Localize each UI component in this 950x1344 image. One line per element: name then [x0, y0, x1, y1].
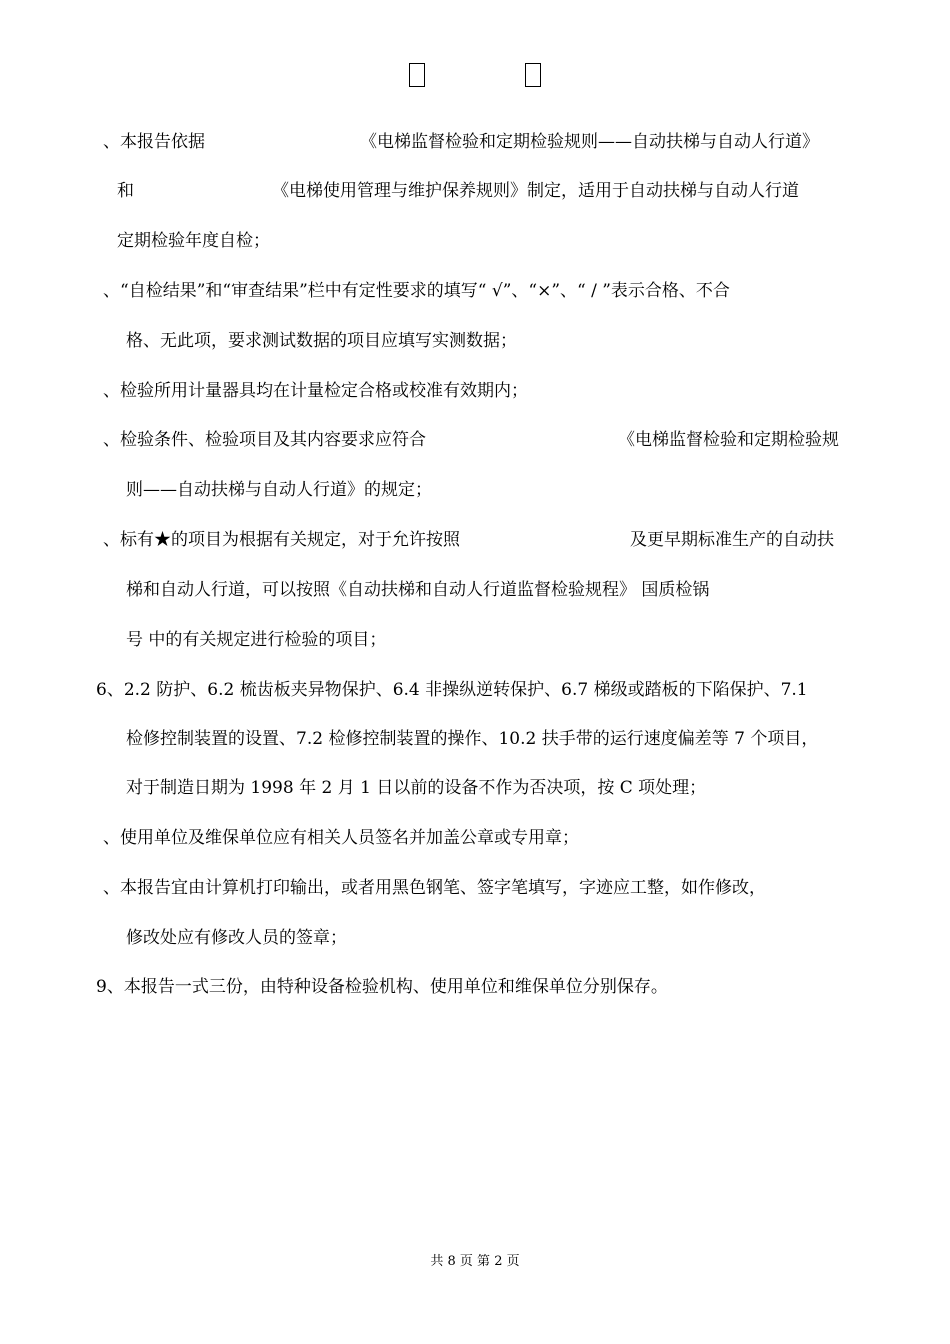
note-line-4: 、“自检结果”和“审查结果”栏中有定性要求的填写“ √”、“×”、“ / ”表示合格、不合 [103, 281, 730, 301]
note-line-17: 修改处应有修改人员的签章； [126, 928, 347, 948]
note-line-8: 则——自动扶梯与自动人行道》的规定； [126, 480, 432, 500]
note-line-16: 、本报告宜由计算机打印输出，或者用黑色钢笔、签字笔填写，字迹应工整，如作修改， [103, 878, 766, 898]
note-line-15: 、使用单位及维保单位应有相关人员签名并加盖公章或专用章； [103, 828, 579, 848]
title-glyph-box [409, 63, 425, 87]
note-line-6: 、检验所用计量器具均在计量检定合格或校准有效期内； [103, 381, 528, 401]
note-line-3: 定期检验年度自检； [117, 231, 270, 251]
page-footer: 共 8 页 第 2 页 [430, 1254, 520, 1269]
note-line-13: 检修控制装置的设置、7.2 检修控制装置的操作、10.2 扶手带的运行速度偏差等 7 个项目， [126, 729, 819, 749]
note-line-12: 6、2.2 防护、6.2 梳齿板夹异物保护、6.4 非操纵逆转保护、6.7 梯级或踏板的下陷保护、7.1 [96, 680, 808, 700]
note-line-11: 号 中的有关规定进行检验的项目； [126, 630, 387, 650]
note-line-10: 梯和自动人行道，可以按照《自动扶梯和自动人行道监督检验规程》 国质检锅 [126, 580, 710, 600]
title-glyph-box [525, 63, 541, 87]
page-title [0, 62, 950, 87]
note-line-18: 9、本报告一式三份，由特种设备检验机构、使用单位和维保单位分别保存。 [96, 977, 668, 997]
note-line-14: 对于制造日期为 1998 年 2 月 1 日以前的设备不作为否决项，按 C 项处理； [126, 778, 707, 798]
note-line-5: 格、无此项，要求测试数据的项目应填写实测数据； [126, 331, 517, 351]
